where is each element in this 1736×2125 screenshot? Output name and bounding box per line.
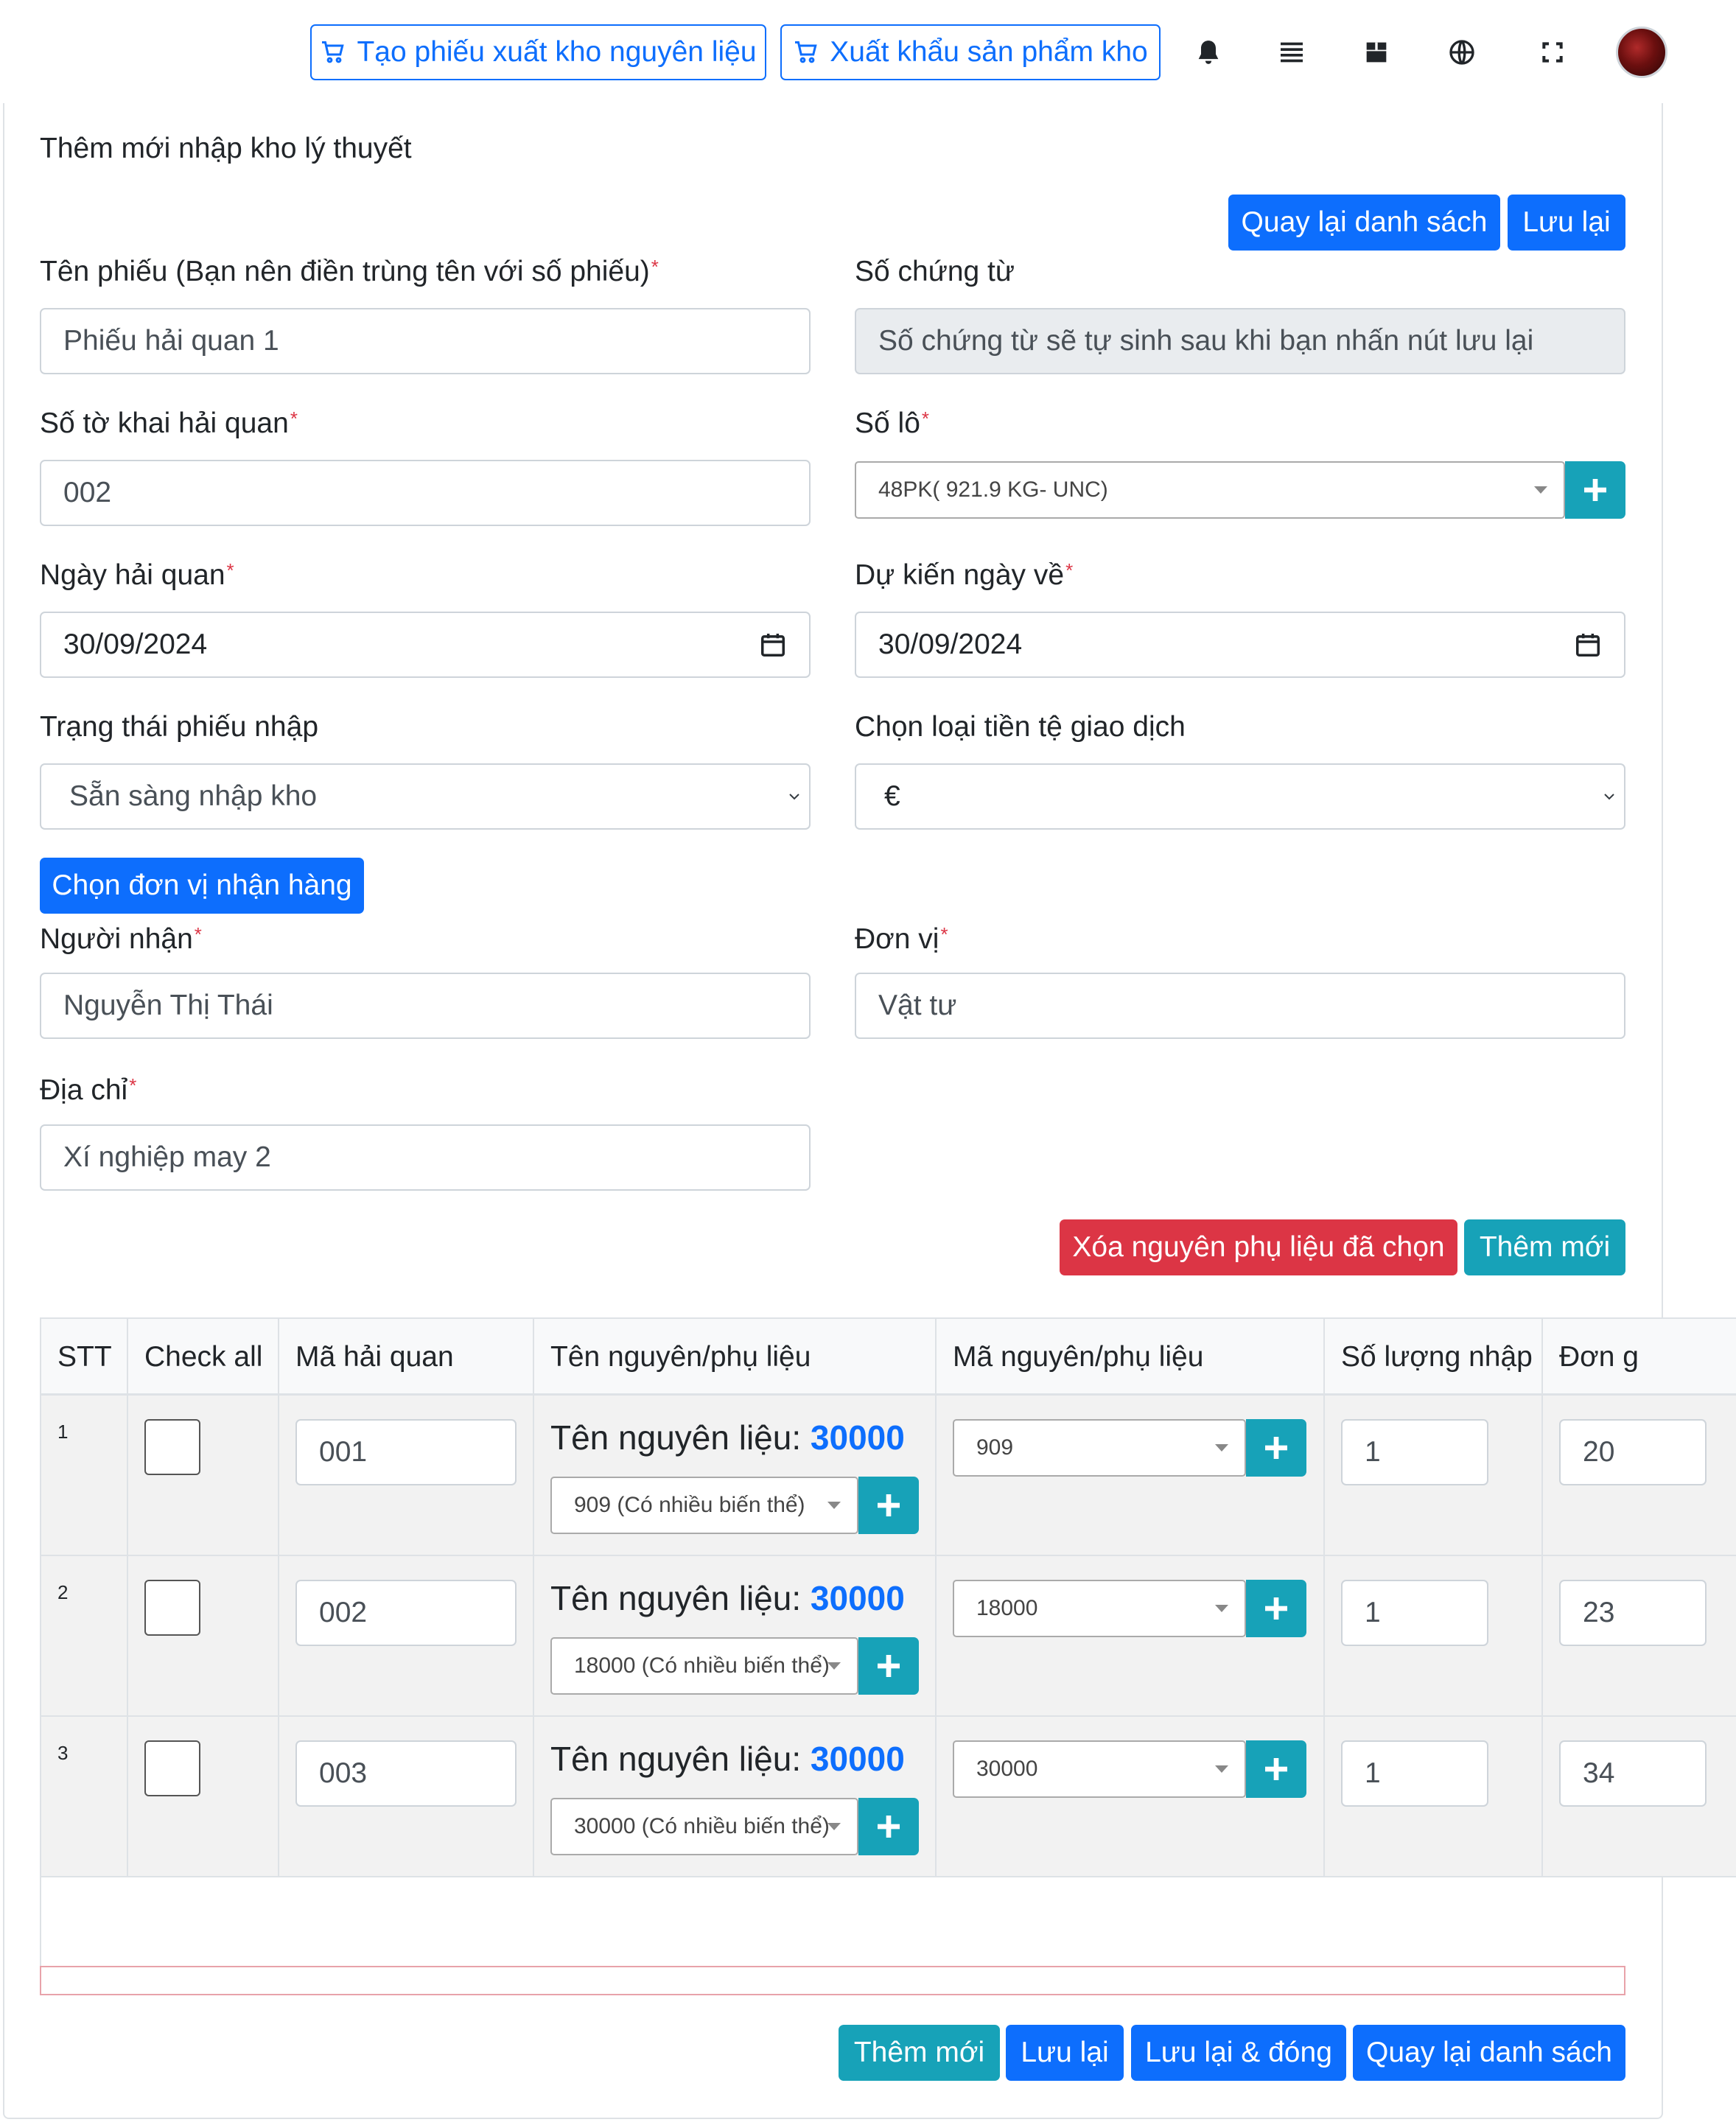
don-vi-input[interactable]: Vật tư	[855, 973, 1625, 1039]
tien-te-label: Chọn loại tiền tệ giao dịch	[855, 711, 1186, 743]
column-divider	[1323, 1317, 1325, 1877]
choose-receiving-unit-button[interactable]: Chọn đơn vị nhận hàng	[40, 858, 364, 914]
add-variant-button[interactable]	[858, 1798, 919, 1855]
ngay-hai-quan-value: 30/09/2024	[63, 629, 208, 660]
row-stt: 1	[57, 1421, 69, 1443]
page-title: Thêm mới nhập kho lý thuyết	[40, 133, 412, 164]
don-vi-label: Đơn vị*	[855, 923, 948, 955]
nguoi-nhan-input[interactable]: Nguyễn Thị Thái	[40, 973, 811, 1039]
dia-chi-input[interactable]: Xí nghiệp may 2	[40, 1124, 811, 1191]
header-ma-hai-quan: Mã hải quan	[295, 1341, 454, 1373]
header-check-all[interactable]: Check all	[144, 1341, 263, 1373]
ma-npl-select[interactable]	[953, 1580, 1246, 1637]
don-gia-input[interactable]: 23	[1559, 1580, 1707, 1646]
header-stt: STT	[57, 1341, 112, 1373]
so-luong-input[interactable]: 1	[1341, 1740, 1488, 1807]
column-divider	[533, 1317, 534, 1877]
add-material-code-button[interactable]	[1246, 1740, 1306, 1798]
materials-table	[40, 1317, 1639, 1993]
ten-phieu-input[interactable]: Phiếu hải quan 1	[40, 308, 811, 374]
export-products-label: Xuất khẩu sản phẩm kho	[830, 36, 1148, 68]
tien-te-select[interactable]	[855, 763, 1625, 830]
so-to-khai-input[interactable]: 002	[40, 460, 811, 526]
row-checkbox[interactable]	[144, 1740, 200, 1796]
so-lo-label: Số lô*	[855, 407, 930, 439]
tien-te-value: €	[884, 780, 900, 812]
chevron-down-icon	[785, 788, 803, 805]
du-kien-label: Dự kiến ngày về*	[855, 559, 1074, 591]
cart-icon	[793, 39, 819, 66]
plus-icon	[874, 1812, 903, 1841]
so-chung-tu-input[interactable]: Số chứng từ sẽ tự sinh sau khi bạn nhấn nút lưu lại	[855, 308, 1625, 374]
ngay-hai-quan-input[interactable]	[40, 612, 811, 678]
ngay-hai-quan-label: Ngày hải quan*	[40, 559, 234, 591]
export-products-button[interactable]	[780, 24, 1161, 80]
material-name: Tên nguyên liệu: 30000	[550, 1579, 905, 1617]
footer-add-button[interactable]: Thêm mới	[839, 2025, 1000, 2081]
so-lo-value: 48PK( 921.9 KG- UNC)	[878, 477, 1108, 502]
don-gia-input[interactable]: 34	[1559, 1740, 1707, 1807]
ma-npl-value: 18000	[976, 1596, 1038, 1620]
add-material-code-button[interactable]	[1246, 1419, 1306, 1477]
row-stt: 2	[57, 1581, 69, 1603]
ten-phieu-label: Tên phiếu (Bạn nên điền trùng tên với số phiếu)*	[40, 256, 659, 287]
column-divider	[127, 1317, 128, 1877]
dia-chi-label: Địa chỉ*	[40, 1074, 137, 1106]
add-variant-button[interactable]	[858, 1637, 919, 1695]
variant-select[interactable]	[550, 1477, 858, 1534]
ma-npl-value: 30000	[976, 1757, 1038, 1781]
table-row	[41, 1396, 1736, 1556]
globe-icon[interactable]	[1445, 35, 1479, 69]
calendar-icon[interactable]	[1574, 631, 1602, 659]
create-export-button[interactable]	[310, 24, 766, 80]
chevron-down-icon	[827, 1662, 841, 1670]
variant-value: 909 (Có nhiều biến thể)	[574, 1493, 805, 1517]
ma-npl-select[interactable]	[953, 1740, 1246, 1798]
material-name: Tên nguyên liệu: 30000	[550, 1418, 905, 1457]
material-name: Tên nguyên liệu: 30000	[550, 1740, 905, 1778]
trang-thai-value: Sẵn sàng nhập kho	[69, 780, 318, 812]
footer-save-close-button[interactable]: Lưu lại & đóng	[1131, 2025, 1346, 2081]
chevron-down-icon	[1215, 1444, 1228, 1452]
so-lo-select[interactable]	[855, 461, 1565, 519]
chevron-down-icon	[827, 1502, 841, 1509]
trang-thai-select[interactable]	[40, 763, 811, 830]
avatar[interactable]	[1616, 27, 1667, 78]
create-export-label: Tạo phiếu xuất kho nguyên liệu	[357, 36, 757, 68]
add-row-button[interactable]: Thêm mới	[1464, 1219, 1625, 1275]
so-luong-input[interactable]: 1	[1341, 1580, 1488, 1646]
column-divider	[1541, 1317, 1543, 1877]
plus-icon	[874, 1491, 903, 1520]
footer-back-button[interactable]: Quay lại danh sách	[1353, 2025, 1625, 2081]
ma-hai-quan-input[interactable]: 002	[295, 1580, 517, 1646]
plus-icon	[1581, 475, 1610, 505]
add-lot-button[interactable]	[1565, 461, 1625, 519]
box-icon[interactable]	[1359, 35, 1393, 69]
variant-value: 30000 (Có nhiều biến thể)	[574, 1814, 830, 1838]
header-ten-npl: Tên nguyên/phụ liệu	[550, 1341, 811, 1373]
chevron-down-icon	[1534, 486, 1547, 494]
nguoi-nhan-label: Người nhận*	[40, 923, 202, 955]
table-header	[41, 1317, 1736, 1396]
plus-icon	[1261, 1754, 1291, 1784]
fullscreen-icon[interactable]	[1536, 35, 1569, 69]
chevron-down-icon	[827, 1823, 841, 1830]
save-button[interactable]: Lưu lại	[1508, 195, 1625, 251]
ma-npl-value: 909	[976, 1435, 1014, 1460]
don-gia-input[interactable]: 20	[1559, 1419, 1707, 1485]
chevron-down-icon	[1600, 788, 1618, 805]
calendar-icon[interactable]	[759, 631, 787, 659]
add-material-code-button[interactable]	[1246, 1580, 1306, 1637]
so-to-khai-label: Số tờ khai hải quan*	[40, 407, 298, 439]
du-kien-input[interactable]	[855, 612, 1625, 678]
header-so-luong: Số lượng nhập	[1341, 1341, 1533, 1373]
so-luong-input[interactable]: 1	[1341, 1419, 1488, 1485]
plus-icon	[874, 1651, 903, 1681]
du-kien-value: 30/09/2024	[878, 629, 1023, 660]
header-don-gia: Đơn g	[1559, 1341, 1639, 1373]
table-row	[41, 1556, 1736, 1717]
footer-save-button[interactable]: Lưu lại	[1006, 2025, 1124, 2081]
column-divider	[278, 1317, 279, 1877]
variant-select[interactable]	[550, 1637, 858, 1695]
ma-npl-select[interactable]	[953, 1419, 1246, 1477]
bell-icon[interactable]	[1191, 35, 1225, 69]
back-to-list-button[interactable]: Quay lại danh sách	[1228, 195, 1500, 251]
validation-error-box	[40, 1966, 1625, 1995]
chevron-down-icon	[1215, 1765, 1228, 1773]
ma-hai-quan-input[interactable]: 003	[295, 1740, 517, 1807]
so-chung-tu-label: Số chứng từ	[855, 256, 1015, 287]
header-ma-npl: Mã nguyên/phụ liệu	[953, 1341, 1204, 1373]
list-icon[interactable]	[1275, 35, 1309, 69]
plus-icon	[1261, 1433, 1291, 1463]
plus-icon	[1261, 1594, 1291, 1623]
top-navbar	[0, 0, 1673, 103]
trang-thai-label: Trạng thái phiếu nhập	[40, 711, 319, 743]
delete-selected-button[interactable]: Xóa nguyên phụ liệu đã chọn	[1060, 1219, 1457, 1275]
chevron-down-icon	[1215, 1605, 1228, 1612]
table-row	[41, 1717, 1736, 1877]
row-stt: 3	[57, 1742, 69, 1764]
row-checkbox[interactable]	[144, 1580, 200, 1636]
add-variant-button[interactable]	[858, 1477, 919, 1534]
row-checkbox[interactable]	[144, 1419, 200, 1475]
variant-select[interactable]	[550, 1798, 858, 1855]
cart-icon	[320, 39, 346, 66]
variant-value: 18000 (Có nhiều biến thể)	[574, 1653, 830, 1678]
column-divider	[935, 1317, 937, 1877]
ma-hai-quan-input[interactable]: 001	[295, 1419, 517, 1485]
